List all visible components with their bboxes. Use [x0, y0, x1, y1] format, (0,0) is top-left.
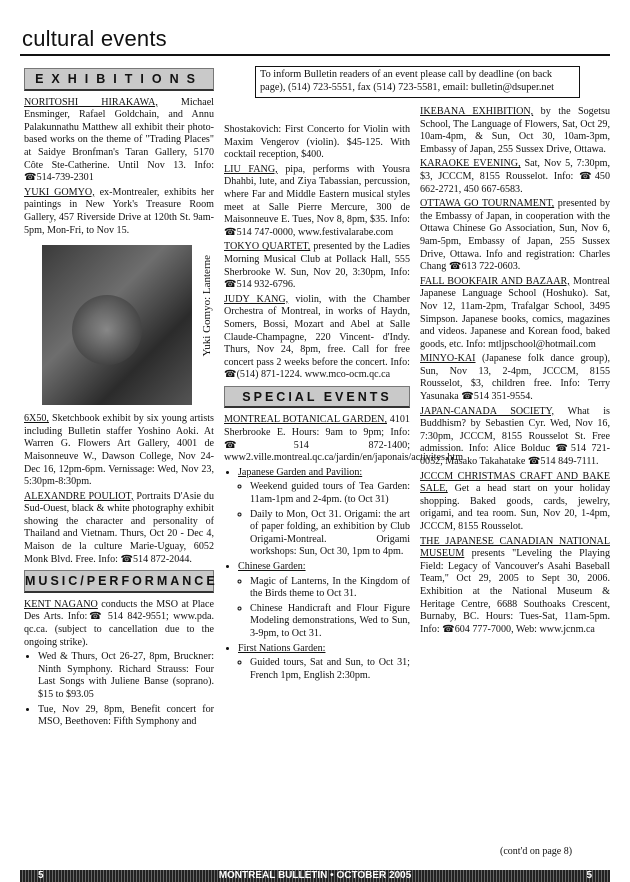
event-text: What is Buddhism? by Sebastien Cyr. Wed, Nov 16, 7:30pm, JCCCM, 8155 Rousselot St. Free admission. Info: Alice Bolduc ☎514 721-0052, Masako Takahatake ☎514 849-7111. — [420, 405, 610, 468]
header-rule — [20, 54, 610, 56]
event-name: TOKYO QUARTET, — [224, 241, 311, 253]
event-text: ex-Montrealer, exhibits her paintings in New York's Treasure Room Gallery, 457 Riverside Drive at 120th St. 9am-5pm, Mon-Fri, to Nov 15. — [24, 186, 214, 236]
list-item — [238, 561, 410, 641]
subheading: Chinese Garden: — [238, 561, 306, 572]
special-events-heading: SPECIAL EVENTS — [224, 386, 410, 409]
list-item: • Wed & Thurs, Oct 26-27, 8pm, Bruckner: Ninth Symphony. Richard Strauss: Four Last Songs with Juliene Banse (soprano). $15 to $93.05 — [38, 651, 214, 701]
exhibitions-heading: EXHIBITIONS — [24, 68, 214, 91]
page-number-right: 5 — [586, 870, 592, 881]
list-item — [238, 467, 410, 559]
event-entry — [420, 471, 610, 534]
event-entry — [24, 599, 214, 649]
event-name: OTTAWA GO TOURNAMENT, — [420, 198, 555, 210]
footer-title: MONTREAL BULLETIN • OCTOBER 2005 — [218, 870, 412, 881]
submission-notice: To inform Bulletin readers of an event please call by deadline (on back page), (514) 723-5551, fax (514) 723-5581, email: bulletin@dsuper.net — [255, 66, 580, 98]
event-name: 6X50, — [24, 413, 49, 425]
continued-note: (cont'd on page 8) — [500, 846, 573, 857]
event-text: Michael Ensminger, Rafael Goldchain, and Annu Palakunnathu Matthew all exhibit their photo-based works on the theme of "Trading Places" at Saidye Bronfman's Taran Gallery, 5170 Côte Ste-Catherine. Until Nov 13. Info: ☎514-739-2301 — [24, 96, 214, 184]
event-text: conducts the MSO at Place Des Arts. Info:☎ 514 842-9551; www.pda. qc.ca. (subject to cancellation due to the ongoing strike). — [24, 598, 214, 648]
event-name: LIU FANG, — [224, 163, 278, 175]
subheading: Japanese Garden and Pavilion: — [238, 466, 363, 478]
event-name: IKEBANA EXHIBITION, — [420, 106, 534, 117]
event-text: Montreal Japanese Language School (Hoshuko). Sat, Nov 12, 11am-2pm, Trafalgar School, 3495 Simpson. Japanese books, comics, magazines and videos. Japanese and Korean food, baked goods, etc. Info: mtljpschool@hotmail.com — [420, 275, 610, 350]
event-text: 4101 Sherbrooke E. Hours: 9am to 9pm; Info: ☎514 872-1400; www2.ville.montreal.qc.ca/jardin/en/japonais/activites.htm — [224, 414, 464, 464]
page-number-left: 5 — [38, 870, 44, 881]
column-3 — [420, 106, 610, 638]
music-heading: MUSIC/PERFORMANCE — [24, 570, 214, 593]
event-list — [24, 651, 214, 729]
event-name: MINYO-KAI — [420, 353, 476, 365]
event-text: Portraits D'Asie du Sud-Ouest, black & white photography exhibit showing the character and personality of Thailand and Vietnam. Thurs, Oct 20 - Dec 4, Maison de la culture Marie-Uguay, 6052 Monk Blvd. Free. Info: ☎514 872-2044. — [24, 490, 214, 565]
event-entry — [420, 106, 610, 156]
list-item: ◦ Daily to Mon, Oct 31. Origami: the art of paper folding, an exhibition by Club Origami-Montreal. Origami workshops: Sun, Oct 30, 1pm to 4pm. — [250, 509, 410, 559]
event-entry — [224, 414, 464, 464]
list-item: ◦ Chinese Handicraft and Flour Figure Modeling demonstrations, Wed to Sun, 3-9pm, to Oct 31. — [250, 603, 410, 641]
event-name: KENT NAGANO — [24, 598, 98, 610]
event-entry — [420, 353, 610, 403]
event-entry — [420, 158, 610, 196]
column-1 — [24, 64, 218, 731]
event-name: NORITOSHI HIRAKAWA, — [24, 96, 158, 108]
event-text: Sat, Nov 5, 7:30pm, $3, JCCCM, 8155 Rousselot. Info: ☎450 662-2721, 450 667-6583. — [420, 158, 610, 195]
event-entry — [420, 536, 610, 637]
artwork-lantern-shape — [72, 295, 142, 365]
event-name: JAPAN-CANADA SOCIETY, — [420, 405, 555, 417]
event-text: pipa, performs with Yousra Dhahbi, lute, and Ziya Tabassian, percussion, where Far and Middle Eastern musical styles meet at Salle Pierre Mercure, 300 de Maisonneuve E. Tues, Nov 8, 8pm, $35. Info: ☎514 747-0000, www.festivalarabe.com — [224, 163, 410, 238]
event-entry — [224, 241, 410, 291]
list-item: ◦ Guided tours, Sat and Sun, to Oct 31; French 1pm, English 2:30pm. — [250, 657, 410, 682]
event-name: JCCCM CHRISTMAS CRAFT AND BAKE SALE, — [420, 470, 610, 495]
event-text: violin, with the Chamber Orchestra of Montreal, in works of Haydn, Somers, Bossi, Mozart and Abel at Salle Claude-Champagne, 220 Vincent- d'Indy. Thurs, Nov 24, 8pm, free. Call for free concert pass 2 weeks before the concert. Info: ☎(514) 871-1224. www.mco-ocm.qc.ca — [224, 293, 410, 381]
event-entry — [24, 187, 214, 237]
event-name: ALEXANDRE POULIOT, — [24, 490, 134, 502]
event-entry — [420, 276, 610, 352]
artwork-photo — [42, 245, 214, 405]
event-text: Shostakovich: First Concerto for Violin with Maxim Vengerov (violin). $45-125. With cocktail reception, $400. — [224, 124, 410, 161]
event-text: (Japanese folk dance group), Sun, Nov 13, 2-4pm, JCCCM, 8155 Rousselot, $3, children free. Info: Terry Yasunaka ☎514 351-9554. — [420, 353, 610, 403]
footer-bar — [20, 870, 610, 882]
event-text: presented by the Embassy of Japan, in cooperation with the Ottawa Chinese Go Association, Sun, Nov 6, 9am-5pm, Embassy of Japan, 255 Sussex Drive, Ottawa. Info and registration: Charles Chang ☎613 722-0603. — [420, 198, 610, 273]
list-item: • Tue, Nov 29, 8pm, Benefit concert for MSO, Beethoven: Fifth Symphony and — [38, 704, 214, 729]
event-entry — [420, 198, 610, 274]
event-text: by the Sogetsu School, The Language of Flowers, Sat, Oct 29, 10am-4pm, & Sun, Oct 30, 10am-3pm, Embassy of Japan, 255 Sussex Drive, Ottawa. — [420, 106, 610, 155]
event-name: YUKI GOMYO, — [24, 186, 95, 198]
event-entry — [24, 413, 214, 489]
page-title: cultural events — [22, 26, 167, 51]
list-item: ◦ Magic of Lanterns, In the Kingdom of the Birds theme to Oct 31. — [250, 576, 410, 601]
list-item: ◦ Weekend guided tours of Tea Garden: 11am-1pm and 2-4pm. (to Oct 31) — [250, 481, 410, 506]
event-name: THE JAPANESE CANADIAN NATIONAL MUSEUM — [420, 535, 610, 560]
event-name: MONTREAL BOTANICAL GARDEN, — [224, 414, 387, 426]
event-text: presented by the Ladies Morning Musical Club at Pollack Hall, 555 Sherbrooke W. Sun, Nov 20, 3:30pm, Info: ☎514 932-6796. — [224, 241, 410, 291]
photo-caption: Yuki Gomyo: Lanterne — [201, 255, 214, 357]
event-text: Get a head start on your holiday shopping. Baked goods, cards, jewelry, origami, and tea room. Sun, Nov 20, 1-4pm, JCCCM, 8155 Rousselot. — [420, 483, 610, 532]
event-entry — [24, 491, 214, 567]
event-entry — [24, 97, 214, 185]
list-item — [238, 643, 410, 683]
event-text: Sketchbook exhibit by six young artists including Bulletin staffer Yoshino Aoki. At Warren G. Flowers Art Gallery, 4001 de Maisonneuve W., Dawson College, Nov 24-Dec 16, 12pm-6pm. Vernissage: Wed, Nov 23, 5:30pm-8:30pm. — [24, 413, 214, 488]
event-name: KARAOKE EVENING, — [420, 158, 521, 170]
subheading: First Nations Garden: — [238, 642, 326, 654]
event-name: JUDY KANG, — [224, 293, 289, 305]
event-entry — [224, 294, 410, 382]
event-entry — [224, 164, 410, 240]
event-text: presents "Leveling the Playing Field: Legacy of Vancouver's Asahi Baseball Team," Oct 29, 2005 to Sept 30, 2006. Exhibition at the National Museum & Heritage Centre, 6688 Southoaks Crescent, Burnaby, BC. Hours: Tues-Sat, 11am-5pm. Info: ☎604 777-7000, Web: www.jcnm.ca — [420, 548, 610, 635]
garden-list — [224, 467, 410, 683]
event-name: FALL BOOKFAIR AND BAZAAR, — [420, 275, 570, 287]
event-entry — [420, 406, 610, 469]
